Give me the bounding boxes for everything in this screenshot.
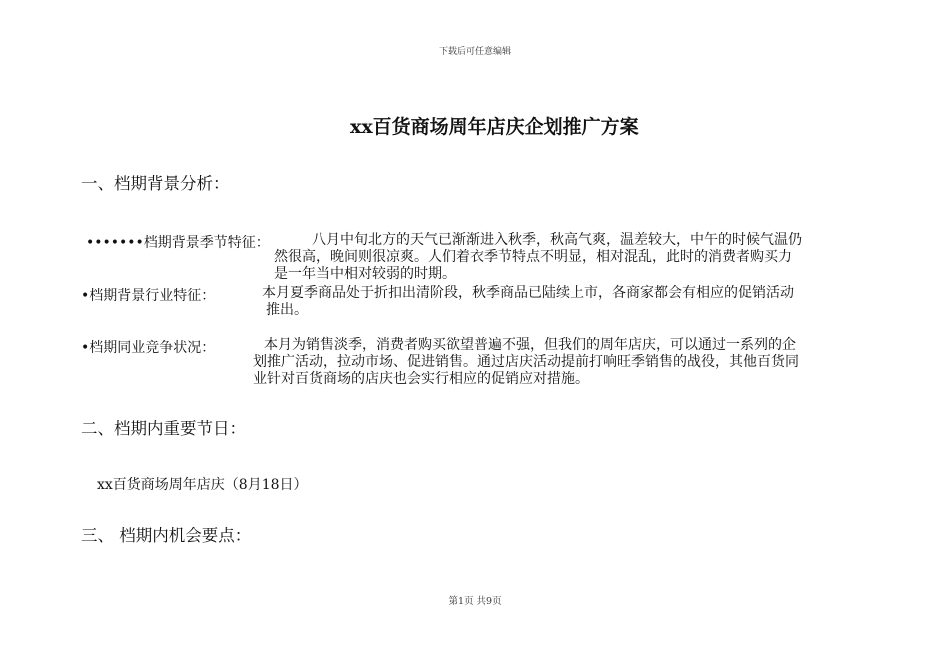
industry-line-2: 推出。 xyxy=(266,302,308,318)
season-line-2: 然很高，晚间则很凉爽。人们着衣季节特点不明显，相对混乱，此时的消费者购买力 xyxy=(274,249,792,265)
season-label: •••••••档期背景季节特征： xyxy=(86,235,270,251)
page-footer: 第1页 共9页 xyxy=(448,596,502,607)
industry-line-1: 本月夏季商品处于折扣出清阶段，秋季商品已陆续上市，各商家都会有相应的促销活动 xyxy=(262,285,794,301)
season-line-1: 八月中旬北方的天气已渐渐进入秋季，秋高气爽，温差较大，中午的时候气温仍 xyxy=(312,232,802,248)
section-heading-background: 一、档期背景分析： xyxy=(81,174,230,193)
section-heading-opportunities: 三、 档期内机会要点： xyxy=(81,526,252,545)
competition-line-2: 划推广活动，拉动市场、促进销售。通过店庆活动提前打响旺季销售的战役，其他百货同 xyxy=(253,354,799,370)
header-note: 下载后可任意编辑 xyxy=(438,47,511,57)
competition-line-1: 本月为销售淡季，消费者购买欲望普遍不强，但我们的周年店庆，可以通过一系列的企 xyxy=(264,337,796,353)
competition-label: •档期同业竞争状况： xyxy=(81,340,216,356)
document-title: xx百货商场周年店庆企划推广方案 xyxy=(350,116,639,138)
holiday-item: xx百货商场周年店庆（8月18日） xyxy=(97,477,308,493)
industry-label: •档期背景行业特征： xyxy=(81,288,216,304)
competition-line-3: 业针对百货商场的店庆也会实行相应的促销应对措施。 xyxy=(253,371,589,387)
season-line-3: 是一年当中相对较弱的时期。 xyxy=(274,266,456,282)
section-heading-holidays: 二、档期内重要节日： xyxy=(81,419,246,438)
